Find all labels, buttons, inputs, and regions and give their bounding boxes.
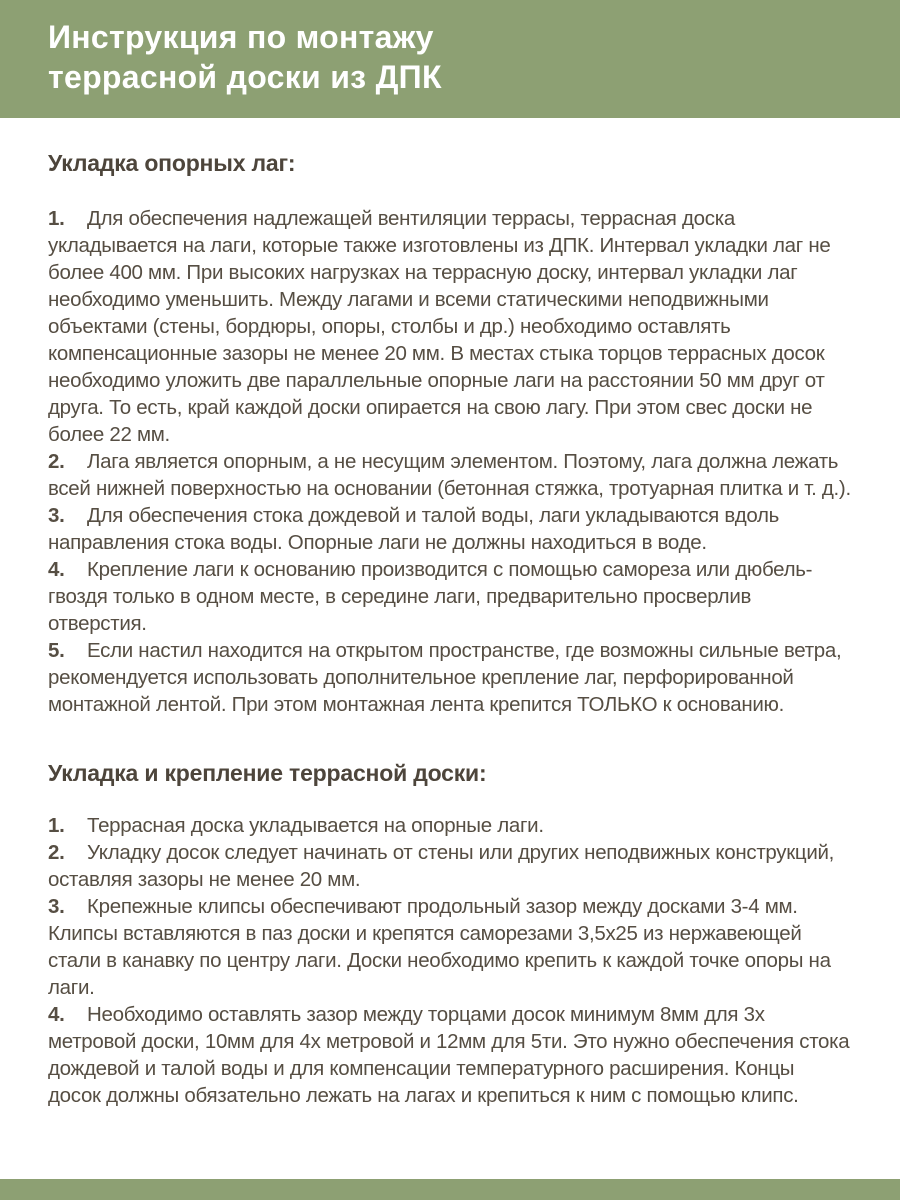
list-item-text: Для обеспечения стока дождевой и талой воды, лаги укладываются вдоль направления стока воды. Опорные лаги не должны находиться в воде. xyxy=(48,504,780,554)
list-item-number: 4. xyxy=(48,1003,65,1026)
list-item-number: 4. xyxy=(48,558,65,581)
list-item xyxy=(48,502,852,556)
list-item xyxy=(48,1001,852,1109)
section-heading-decking: Укладка и крепление террасной доски: xyxy=(48,760,487,786)
list-item xyxy=(48,637,852,718)
list-item-text: Лага является опорным, а не несущим элементом. Поэтому, лага должна лежать всей нижней поверхностью на основании (бетонная стяжка, тротуарная плитка и т. д.). xyxy=(48,450,851,500)
section-decking xyxy=(48,760,852,1109)
list-item-text: Крепежные клипсы обеспечивают продольный зазор между досками 3-4 мм. Клипсы вставляются в паз доски и крепятся саморезами 3,5х25 из нержавеющей стали в канавку по центру лаги. Доски необходимо крепить к каждой точке опоры на лаги. xyxy=(48,895,831,999)
footer-accent-bar xyxy=(0,1179,900,1200)
list-item xyxy=(48,812,852,839)
list-item-text: Крепление лаги к основанию производится с помощью самореза или дюбель-гвоздя только в одном месте, в середине лаги, предварительно просверлив отверстия. xyxy=(48,558,813,635)
list-item-number: 3. xyxy=(48,895,65,918)
list-item-number: 1. xyxy=(48,207,65,230)
list-item-number: 5. xyxy=(48,639,65,662)
list-item-number: 1. xyxy=(48,814,65,837)
list-item-text: Для обеспечения надлежащей вентиляции террасы, террасная доска укладывается на лаги, которые также изготовлены из ДПК. Интервал укладки лаг не более 400 мм. При высоких нагрузках на террасную доску, интервал укладки лаг необходимо уменьшить. Между лагами и всеми статическими неподвижными объектами (стены, бордюры, опоры, столбы и др.) необходимо оставлять компенсационные зазоры не менее 20 мм. В местах стыка торцов террасных досок необходимо уложить две параллельные опорные лаги на расстоянии 50 мм друг от друга. То есть, край каждой доски опирается на свою лагу. При этом свес доски не более 22 мм. xyxy=(48,207,831,446)
page-title-line-2: террасной доски из ДПК xyxy=(48,59,442,95)
section-heading-joists: Укладка опорных лаг: xyxy=(48,150,296,176)
page-header xyxy=(0,0,900,118)
page-title-line-1: Инструкция по монтажу xyxy=(48,19,434,55)
list-item-number: 2. xyxy=(48,841,65,864)
list-item-text: Укладку досок следует начинать от стены или других неподвижных конструкций, оставляя зазоры не менее 20 мм. xyxy=(48,841,835,891)
list-item xyxy=(48,839,852,893)
list-item-number: 2. xyxy=(48,450,65,473)
list-item xyxy=(48,556,852,637)
page-content xyxy=(0,150,900,1109)
list-item xyxy=(48,205,852,448)
list-item-text: Если настил находится на открытом пространстве, где возможны сильные ветра, рекомендуется использовать дополнительное крепление лаг, перфорированной монтажной лентой. При этом монтажная лента крепится ТОЛЬКО к основанию. xyxy=(48,639,842,716)
list-item-number: 3. xyxy=(48,504,65,527)
section-joists xyxy=(48,150,852,718)
list-item xyxy=(48,893,852,1001)
list-item xyxy=(48,448,852,502)
list-item-text: Необходимо оставлять зазор между торцами досок минимум 8мм для 3х метровой доски, 10мм для 4х метровой и 12мм для 5ти. Это нужно обеспечения стока дождевой и талой воды и для компенсации температурного расширения. Концы досок должны обязательно лежать на лагах и крепиться к ним с помощью клипс. xyxy=(48,1003,850,1107)
list-item-text: Террасная доска укладывается на опорные лаги. xyxy=(87,814,544,837)
